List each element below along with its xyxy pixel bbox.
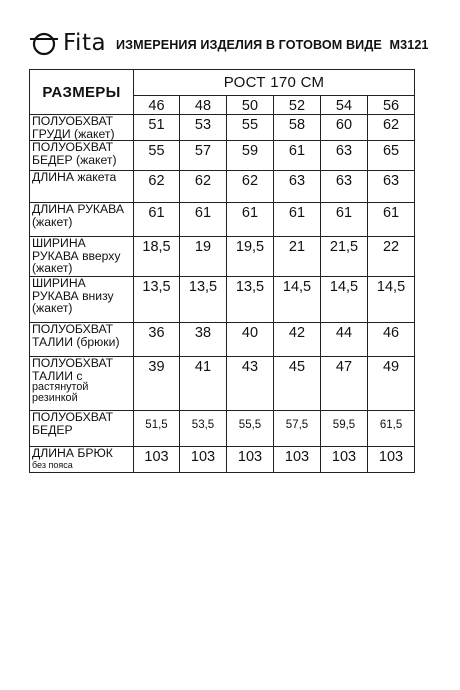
measurement-label-line: (жакет)	[32, 214, 73, 229]
measurement-value: 61	[274, 203, 321, 237]
measurement-value: 51	[134, 115, 180, 141]
measurement-label	[30, 323, 134, 357]
measurement-label-line: ДЛИНА жакета	[32, 170, 117, 184]
measurement-value: 55,5	[227, 411, 274, 447]
measurement-value: 61	[227, 203, 274, 237]
measurement-value: 61	[274, 141, 321, 171]
measurement-label	[30, 171, 134, 203]
measurement-value: 19,5	[227, 237, 274, 277]
measurement-value: 61	[368, 203, 415, 237]
measurement-label	[30, 277, 134, 323]
measurement-value: 38	[180, 323, 227, 357]
measurement-label-line: БЕДЕР	[32, 422, 73, 437]
measurement-label-line: ПОЛУОБХВАТ	[32, 114, 114, 128]
measurement-value: 62	[227, 171, 274, 203]
measurement-value: 21	[274, 237, 321, 277]
measurement-value: 13,5	[180, 277, 227, 323]
measurement-label-line: ПОЛУОБХВАТ	[32, 140, 114, 154]
measurement-value: 39	[134, 357, 180, 411]
measurement-value: 22	[368, 237, 415, 277]
measurement-label-line: РУКАВА внизу	[32, 288, 114, 303]
measurement-value: 57,5	[274, 411, 321, 447]
measurement-value: 14,5	[274, 277, 321, 323]
measurement-value: 43	[227, 357, 274, 411]
measurement-label-line: ШИРИНА	[32, 236, 86, 250]
measurement-value: 44	[321, 323, 368, 357]
size-table	[29, 69, 415, 473]
measurement-value: 63	[274, 171, 321, 203]
measurement-value: 13,5	[134, 277, 180, 323]
measurement-value: 42	[274, 323, 321, 357]
measurement-value: 53	[180, 115, 227, 141]
measurement-label-line: без пояса	[32, 459, 73, 470]
measurement-value: 103	[134, 447, 180, 473]
sizes-label: РАЗМЕРЫ	[30, 70, 134, 115]
measurement-value: 62	[134, 171, 180, 203]
document-title	[116, 38, 429, 52]
size-52: 52	[274, 96, 321, 115]
size-48: 48	[180, 96, 227, 115]
measurement-label	[30, 115, 134, 141]
measurement-label-line: РУКАВА вверху	[32, 248, 121, 263]
page-header	[28, 28, 448, 60]
measurement-value: 41	[180, 357, 227, 411]
title-text: ИЗМЕРЕНИЯ ИЗДЕЛИЯ В ГОТОВОМ ВИДЕ	[116, 38, 382, 52]
table-row	[30, 203, 415, 237]
measurement-value: 55	[227, 115, 274, 141]
measurement-value: 21,5	[321, 237, 368, 277]
measurement-value: 46	[368, 323, 415, 357]
measurement-label-line: ТАЛИИ (брюки)	[32, 334, 120, 349]
measurement-value: 18,5	[134, 237, 180, 277]
table-row	[30, 115, 415, 141]
measurement-label-line: (жакет)	[32, 261, 73, 275]
measurement-value: 47	[321, 357, 368, 411]
measurement-label-line: ШИРИНА	[32, 276, 86, 290]
measurement-label-line: растянутой	[32, 381, 89, 393]
measurement-value: 19	[180, 237, 227, 277]
size-56: 56	[368, 96, 415, 115]
table-row	[30, 141, 415, 171]
measurement-value: 103	[274, 447, 321, 473]
measurement-label-line: ДЛИНА РУКАВА	[32, 202, 125, 216]
measurement-value: 62	[368, 115, 415, 141]
measurement-value: 57	[180, 141, 227, 171]
size-46: 46	[134, 96, 180, 115]
measurement-value: 58	[274, 115, 321, 141]
measurement-value: 61	[180, 203, 227, 237]
measurement-value: 103	[180, 447, 227, 473]
measurement-label	[30, 141, 134, 171]
measurement-value: 61,5	[368, 411, 415, 447]
measurement-label-line: ТАЛИИ с	[32, 368, 83, 383]
measurement-label	[30, 203, 134, 237]
measurement-label-line: ПОЛУОБХВАТ	[32, 356, 114, 370]
measurement-value: 51,5	[134, 411, 180, 447]
table-row	[30, 411, 415, 447]
table-row	[30, 171, 415, 203]
measurement-label-line: ДЛИНА БРЮК	[32, 446, 113, 460]
measurement-label-line: (жакет)	[32, 301, 73, 315]
measurement-label-line: ПОЛУОБХВАТ	[32, 410, 114, 424]
measurement-label-line: ПОЛУОБХВАТ	[32, 322, 114, 336]
measurement-value: 49	[368, 357, 415, 411]
measurement-value: 45	[274, 357, 321, 411]
measurement-label-line: БЕДЕР (жакет)	[32, 152, 117, 167]
measurement-label-line: ГРУДИ (жакет)	[32, 126, 115, 141]
measurement-value: 59	[227, 141, 274, 171]
measurement-value: 55	[134, 141, 180, 171]
table-row	[30, 277, 415, 323]
measurement-label-line: резинкой	[32, 392, 78, 404]
table-header-row	[30, 70, 415, 96]
measurement-value: 13,5	[227, 277, 274, 323]
measurement-value: 63	[321, 141, 368, 171]
table-row	[30, 323, 415, 357]
measurement-value: 40	[227, 323, 274, 357]
measurement-value: 63	[321, 171, 368, 203]
measurement-value: 65	[368, 141, 415, 171]
measurement-value: 61	[321, 203, 368, 237]
measurement-value: 53,5	[180, 411, 227, 447]
measurement-value: 103	[227, 447, 274, 473]
size-54: 54	[321, 96, 368, 115]
measurement-label	[30, 447, 134, 473]
table-row	[30, 357, 415, 411]
table-row	[30, 447, 415, 473]
fita-logo-icon	[28, 30, 62, 56]
brand-logo	[28, 30, 118, 56]
height-label: РОСТ 170 СМ	[134, 70, 415, 96]
measurement-value: 103	[368, 447, 415, 473]
measurement-value: 60	[321, 115, 368, 141]
size-50: 50	[227, 96, 274, 115]
measurement-label	[30, 237, 134, 277]
measurement-value: 61	[134, 203, 180, 237]
measurement-label	[30, 357, 134, 411]
measurement-value: 59,5	[321, 411, 368, 447]
measurement-value: 103	[321, 447, 368, 473]
brand-name: Fita	[63, 30, 107, 56]
model-number: М3121	[389, 38, 429, 52]
measurement-label	[30, 411, 134, 447]
measurement-value: 63	[368, 171, 415, 203]
measurement-value: 14,5	[368, 277, 415, 323]
measurement-value: 36	[134, 323, 180, 357]
measurement-value: 14,5	[321, 277, 368, 323]
table-row	[30, 237, 415, 277]
measurement-value: 62	[180, 171, 227, 203]
